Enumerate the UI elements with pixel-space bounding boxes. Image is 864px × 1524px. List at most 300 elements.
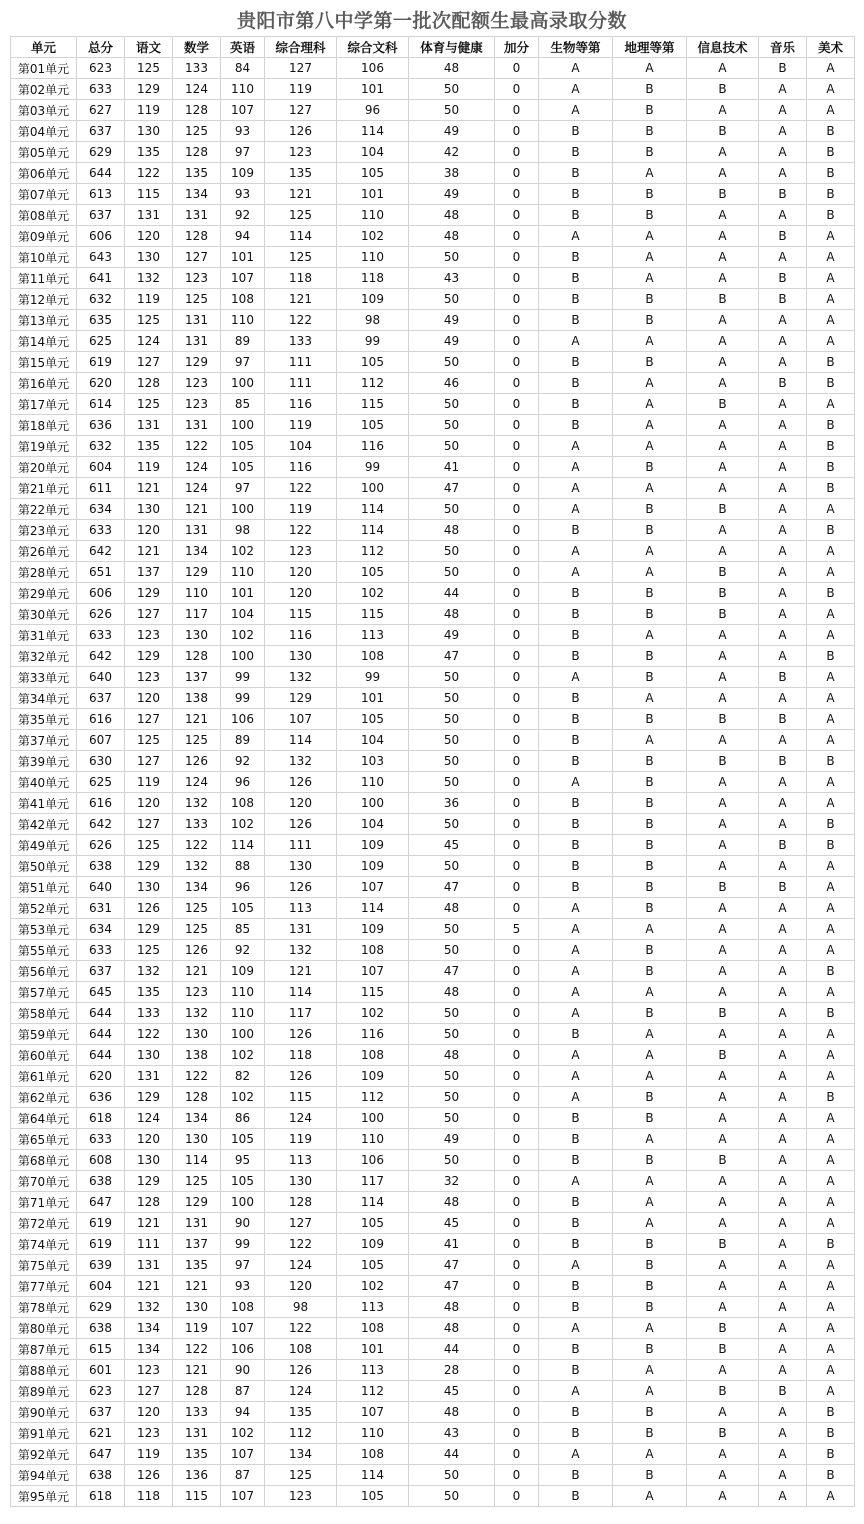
score-cell: 0: [495, 1339, 539, 1360]
score-cell: 119: [125, 289, 173, 310]
score-cell: 48: [409, 58, 495, 79]
score-cell: 637: [77, 205, 125, 226]
table-row: [11, 835, 855, 856]
score-cell: B: [807, 1465, 855, 1486]
score-cell: 0: [495, 163, 539, 184]
score-cell: 44: [409, 1444, 495, 1465]
score-cell: 643: [77, 247, 125, 268]
unit-cell: 第42单元: [11, 814, 77, 835]
score-cell: 110: [173, 583, 221, 604]
score-cell: 48: [409, 1402, 495, 1423]
score-cell: B: [613, 352, 687, 373]
score-cell: 107: [337, 877, 409, 898]
score-cell: B: [613, 898, 687, 919]
score-cell: 0: [495, 226, 539, 247]
score-cell: 636: [77, 1087, 125, 1108]
score-cell: B: [539, 1129, 613, 1150]
table-row: [11, 58, 855, 79]
score-cell: 0: [495, 1465, 539, 1486]
score-cell: 97: [221, 1255, 265, 1276]
unit-cell: 第59单元: [11, 1024, 77, 1045]
score-cell: A: [759, 436, 807, 457]
score-cell: 121: [125, 1276, 173, 1297]
score-cell: 604: [77, 457, 125, 478]
score-cell: 102: [221, 1423, 265, 1444]
score-cell: 641: [77, 268, 125, 289]
score-cell: 125: [125, 394, 173, 415]
score-cell: 106: [337, 58, 409, 79]
score-cell: B: [539, 121, 613, 142]
score-cell: 0: [495, 352, 539, 373]
score-cell: A: [539, 1255, 613, 1276]
score-cell: A: [759, 1486, 807, 1507]
score-cell: B: [539, 856, 613, 877]
score-cell: 132: [173, 856, 221, 877]
score-cell: B: [807, 583, 855, 604]
score-cell: 123: [173, 982, 221, 1003]
score-cell: A: [687, 1486, 759, 1507]
score-cell: 48: [409, 1045, 495, 1066]
score-cell: A: [687, 1444, 759, 1465]
score-cell: 127: [173, 247, 221, 268]
score-cell: B: [539, 289, 613, 310]
score-cell: 131: [173, 1213, 221, 1234]
score-cell: 122: [265, 1318, 337, 1339]
score-cell: A: [687, 268, 759, 289]
score-cell: 45: [409, 835, 495, 856]
table-row: [11, 1234, 855, 1255]
score-cell: 105: [337, 562, 409, 583]
score-cell: 106: [337, 1150, 409, 1171]
score-cell: A: [613, 1318, 687, 1339]
score-cell: A: [807, 1066, 855, 1087]
unit-cell: 第18单元: [11, 415, 77, 436]
score-cell: 109: [337, 919, 409, 940]
table-row: [11, 1255, 855, 1276]
score-cell: 50: [409, 79, 495, 100]
score-cell: 131: [173, 520, 221, 541]
score-cell: A: [613, 58, 687, 79]
score-cell: A: [759, 394, 807, 415]
table-row: [11, 1486, 855, 1507]
column-header: 综合理科: [265, 37, 337, 58]
score-cell: 120: [265, 562, 337, 583]
score-cell: A: [759, 1234, 807, 1255]
score-cell: A: [759, 625, 807, 646]
score-cell: 0: [495, 499, 539, 520]
score-cell: A: [759, 1045, 807, 1066]
score-cell: 124: [265, 1108, 337, 1129]
table-row: [11, 1381, 855, 1402]
score-cell: 110: [221, 562, 265, 583]
score-cell: B: [687, 394, 759, 415]
score-cell: 0: [495, 898, 539, 919]
unit-cell: 第12单元: [11, 289, 77, 310]
score-cell: 0: [495, 268, 539, 289]
score-cell: 137: [173, 667, 221, 688]
score-cell: 108: [221, 1297, 265, 1318]
score-cell: 123: [173, 373, 221, 394]
table-row: [11, 1108, 855, 1129]
score-cell: 48: [409, 604, 495, 625]
score-cell: B: [613, 1234, 687, 1255]
score-cell: 130: [173, 1297, 221, 1318]
score-cell: 0: [495, 184, 539, 205]
score-cell: 114: [337, 520, 409, 541]
score-cell: B: [539, 184, 613, 205]
score-cell: 119: [125, 1444, 173, 1465]
unit-cell: 第04单元: [11, 121, 77, 142]
score-cell: 639: [77, 1255, 125, 1276]
unit-cell: 第87单元: [11, 1339, 77, 1360]
table-row: [11, 142, 855, 163]
score-cell: B: [539, 1276, 613, 1297]
unit-cell: 第71单元: [11, 1192, 77, 1213]
score-cell: B: [687, 709, 759, 730]
score-cell: 632: [77, 436, 125, 457]
score-cell: B: [807, 646, 855, 667]
score-cell: 124: [173, 79, 221, 100]
table-row: [11, 79, 855, 100]
score-cell: B: [539, 1339, 613, 1360]
score-cell: A: [539, 961, 613, 982]
column-header: 信息技术: [687, 37, 759, 58]
score-cell: 124: [173, 457, 221, 478]
score-cell: A: [807, 709, 855, 730]
score-cell: B: [807, 961, 855, 982]
score-cell: 122: [265, 1234, 337, 1255]
score-cell: 114: [265, 730, 337, 751]
score-cell: A: [687, 520, 759, 541]
score-cell: A: [759, 1129, 807, 1150]
table-row: [11, 289, 855, 310]
score-cell: 43: [409, 268, 495, 289]
score-cell: 619: [77, 352, 125, 373]
score-cell: B: [807, 436, 855, 457]
score-cell: A: [759, 1444, 807, 1465]
score-cell: 49: [409, 1129, 495, 1150]
score-cell: 110: [221, 1003, 265, 1024]
score-cell: A: [759, 478, 807, 499]
score-cell: 115: [337, 982, 409, 1003]
score-cell: 134: [173, 184, 221, 205]
score-cell: A: [687, 625, 759, 646]
score-cell: 127: [265, 1213, 337, 1234]
table-row: [11, 751, 855, 772]
score-cell: A: [807, 772, 855, 793]
score-cell: A: [807, 877, 855, 898]
score-cell: 122: [173, 436, 221, 457]
score-cell: A: [759, 1192, 807, 1213]
score-cell: 0: [495, 1486, 539, 1507]
unit-cell: 第88单元: [11, 1360, 77, 1381]
score-cell: 104: [221, 604, 265, 625]
table-row: [11, 898, 855, 919]
score-cell: 100: [337, 793, 409, 814]
score-cell: 110: [337, 772, 409, 793]
score-cell: B: [687, 604, 759, 625]
score-cell: B: [807, 520, 855, 541]
score-cell: B: [539, 730, 613, 751]
score-cell: A: [759, 1108, 807, 1129]
score-cell: A: [807, 541, 855, 562]
score-cell: 101: [337, 79, 409, 100]
score-cell: B: [613, 1339, 687, 1360]
table-row: [11, 1066, 855, 1087]
score-cell: B: [539, 583, 613, 604]
score-cell: 107: [221, 1486, 265, 1507]
score-cell: 104: [337, 814, 409, 835]
score-cell: A: [807, 247, 855, 268]
score-cell: B: [539, 877, 613, 898]
score-cell: B: [539, 373, 613, 394]
unit-cell: 第61单元: [11, 1066, 77, 1087]
score-cell: 96: [337, 100, 409, 121]
score-cell: 135: [125, 982, 173, 1003]
score-cell: 627: [77, 100, 125, 121]
score-cell: 0: [495, 394, 539, 415]
table-row: [11, 562, 855, 583]
score-cell: 122: [265, 310, 337, 331]
score-cell: A: [759, 499, 807, 520]
score-cell: A: [687, 1465, 759, 1486]
score-cell: A: [759, 1318, 807, 1339]
score-cell: A: [687, 856, 759, 877]
score-cell: A: [759, 1297, 807, 1318]
score-cell: 618: [77, 1108, 125, 1129]
score-cell: 0: [495, 1297, 539, 1318]
score-cell: B: [539, 1150, 613, 1171]
score-cell: B: [687, 751, 759, 772]
table-row: [11, 1150, 855, 1171]
score-cell: B: [539, 1402, 613, 1423]
score-cell: 123: [265, 1486, 337, 1507]
score-cell: 0: [495, 331, 539, 352]
score-cell: A: [807, 226, 855, 247]
score-cell: A: [687, 58, 759, 79]
score-cell: 619: [77, 1234, 125, 1255]
score-cell: 50: [409, 1465, 495, 1486]
score-cell: 104: [265, 436, 337, 457]
score-cell: 133: [125, 1003, 173, 1024]
unit-cell: 第39单元: [11, 751, 77, 772]
score-cell: A: [759, 1213, 807, 1234]
score-cell: 126: [265, 1024, 337, 1045]
score-cell: 94: [221, 1402, 265, 1423]
score-cell: 0: [495, 646, 539, 667]
score-cell: A: [539, 457, 613, 478]
score-cell: B: [613, 1255, 687, 1276]
score-cell: 92: [221, 940, 265, 961]
score-cell: 99: [221, 688, 265, 709]
score-cell: A: [687, 1360, 759, 1381]
score-cell: A: [687, 1402, 759, 1423]
score-cell: 96: [221, 877, 265, 898]
score-cell: 108: [337, 646, 409, 667]
score-cell: A: [807, 1318, 855, 1339]
score-cell: A: [613, 1381, 687, 1402]
score-cell: A: [759, 1423, 807, 1444]
score-cell: A: [759, 688, 807, 709]
score-cell: 50: [409, 1150, 495, 1171]
score-cell: 117: [337, 1171, 409, 1192]
score-cell: A: [687, 163, 759, 184]
score-cell: A: [687, 331, 759, 352]
unit-cell: 第74单元: [11, 1234, 77, 1255]
unit-cell: 第11单元: [11, 268, 77, 289]
score-cell: 44: [409, 1339, 495, 1360]
score-cell: B: [687, 499, 759, 520]
table-row: [11, 1444, 855, 1465]
score-cell: 129: [173, 562, 221, 583]
score-cell: B: [613, 142, 687, 163]
score-cell: 92: [221, 751, 265, 772]
score-cell: A: [687, 1297, 759, 1318]
score-cell: A: [613, 1486, 687, 1507]
score-cell: 0: [495, 1129, 539, 1150]
table-row: [11, 331, 855, 352]
score-cell: 102: [221, 814, 265, 835]
column-header: 总分: [77, 37, 125, 58]
score-cell: A: [613, 1066, 687, 1087]
score-cell: 97: [221, 142, 265, 163]
score-cell: 38: [409, 163, 495, 184]
score-cell: 98: [337, 310, 409, 331]
score-cell: 626: [77, 604, 125, 625]
unit-cell: 第65单元: [11, 1129, 77, 1150]
table-row: [11, 1171, 855, 1192]
score-cell: A: [807, 625, 855, 646]
score-cell: 50: [409, 562, 495, 583]
score-cell: A: [539, 1087, 613, 1108]
score-cell: 644: [77, 1024, 125, 1045]
score-cell: B: [613, 100, 687, 121]
score-cell: 119: [265, 415, 337, 436]
score-cell: 110: [337, 247, 409, 268]
column-header: 生物等第: [539, 37, 613, 58]
column-header: 地理等第: [613, 37, 687, 58]
score-cell: 131: [173, 415, 221, 436]
score-cell: B: [613, 751, 687, 772]
score-cell: 132: [265, 667, 337, 688]
score-cell: 621: [77, 1423, 125, 1444]
score-cell: B: [759, 184, 807, 205]
score-cell: A: [539, 667, 613, 688]
score-cell: 651: [77, 562, 125, 583]
score-cell: B: [807, 1087, 855, 1108]
score-cell: B: [687, 1234, 759, 1255]
score-cell: A: [613, 730, 687, 751]
unit-cell: 第02单元: [11, 79, 77, 100]
score-cell: 112: [337, 1087, 409, 1108]
score-cell: A: [807, 1192, 855, 1213]
score-cell: A: [759, 1150, 807, 1171]
score-cell: 102: [337, 1003, 409, 1024]
score-cell: 0: [495, 562, 539, 583]
score-cell: 99: [337, 457, 409, 478]
score-cell: A: [687, 1108, 759, 1129]
score-cell: 120: [125, 793, 173, 814]
score-cell: 136: [173, 1465, 221, 1486]
score-cell: 48: [409, 898, 495, 919]
score-cell: 644: [77, 163, 125, 184]
score-cell: 112: [337, 541, 409, 562]
score-cell: B: [539, 310, 613, 331]
score-cell: 49: [409, 121, 495, 142]
table-row: [11, 919, 855, 940]
score-cell: 50: [409, 667, 495, 688]
score-cell: 120: [265, 583, 337, 604]
score-cell: 109: [337, 1234, 409, 1255]
score-cell: 108: [337, 1318, 409, 1339]
score-cell: 50: [409, 940, 495, 961]
score-cell: B: [539, 247, 613, 268]
column-header: 体育与健康: [409, 37, 495, 58]
score-cell: A: [807, 562, 855, 583]
table-row: [11, 1003, 855, 1024]
table-row: [11, 499, 855, 520]
score-cell: 104: [337, 730, 409, 751]
score-cell: B: [539, 268, 613, 289]
column-header: 英语: [221, 37, 265, 58]
score-cell: B: [687, 877, 759, 898]
score-table: [10, 36, 855, 1507]
score-cell: 131: [125, 205, 173, 226]
score-cell: 89: [221, 730, 265, 751]
score-cell: 41: [409, 457, 495, 478]
score-cell: 0: [495, 877, 539, 898]
score-cell: 109: [337, 856, 409, 877]
score-cell: 0: [495, 289, 539, 310]
score-cell: 121: [173, 961, 221, 982]
score-cell: 127: [125, 814, 173, 835]
score-cell: A: [687, 1066, 759, 1087]
score-cell: 638: [77, 856, 125, 877]
score-cell: 125: [125, 730, 173, 751]
score-cell: B: [539, 814, 613, 835]
score-cell: 102: [337, 583, 409, 604]
score-cell: A: [807, 919, 855, 940]
score-cell: 101: [337, 184, 409, 205]
score-cell: A: [539, 331, 613, 352]
score-cell: 114: [265, 226, 337, 247]
score-cell: A: [539, 982, 613, 1003]
table-row: [11, 478, 855, 499]
score-cell: A: [759, 331, 807, 352]
score-cell: 108: [337, 1444, 409, 1465]
score-cell: 126: [265, 1360, 337, 1381]
score-cell: A: [613, 226, 687, 247]
score-cell: A: [613, 394, 687, 415]
score-cell: 647: [77, 1192, 125, 1213]
score-cell: 105: [337, 1213, 409, 1234]
score-cell: 0: [495, 436, 539, 457]
score-cell: 120: [265, 1276, 337, 1297]
score-cell: A: [807, 1486, 855, 1507]
score-cell: 94: [221, 226, 265, 247]
score-cell: A: [807, 982, 855, 1003]
score-cell: 0: [495, 814, 539, 835]
score-cell: 114: [337, 121, 409, 142]
score-cell: 635: [77, 310, 125, 331]
score-cell: 124: [265, 1381, 337, 1402]
table-row: [11, 457, 855, 478]
score-cell: A: [687, 919, 759, 940]
score-cell: 119: [173, 1318, 221, 1339]
score-cell: 49: [409, 625, 495, 646]
score-cell: 0: [495, 1276, 539, 1297]
score-cell: 85: [221, 919, 265, 940]
